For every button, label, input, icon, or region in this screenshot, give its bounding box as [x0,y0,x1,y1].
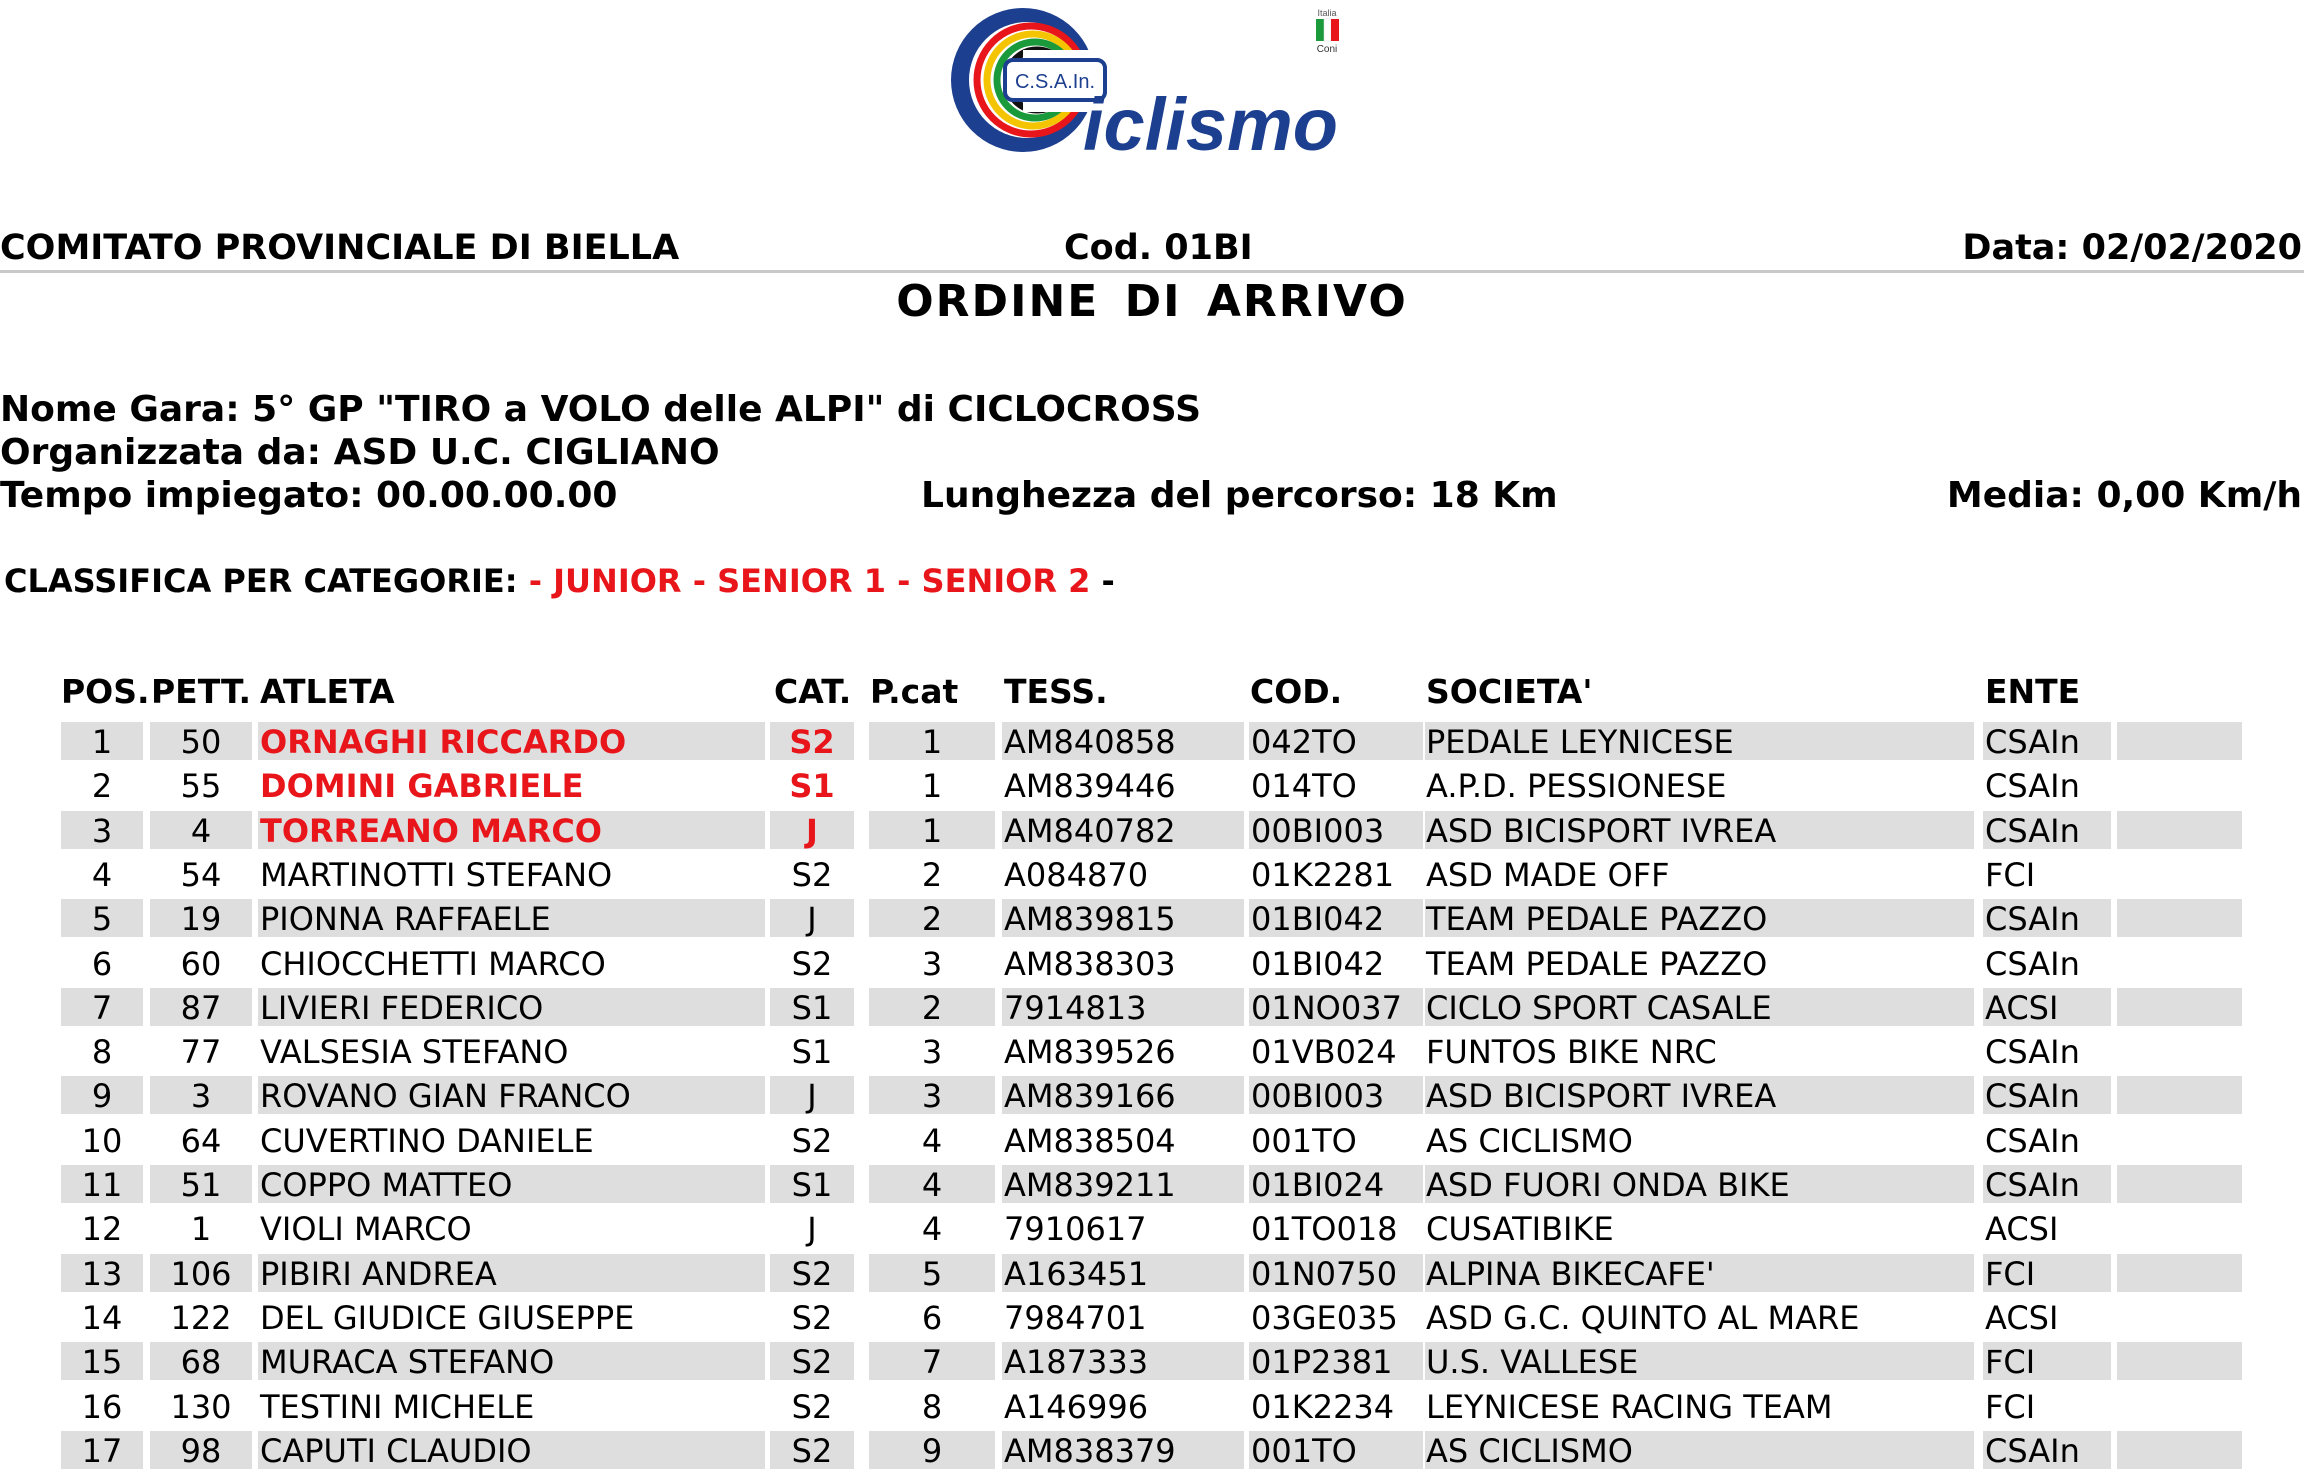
cell-pett: 54 [180,855,222,894]
cell-pcat: 2 [869,899,995,937]
committee-name: COMITATO PROVINCIALE DI BIELLA [0,228,680,268]
cell-pos: 6 [91,944,113,983]
cell-tess: A187333 [1002,1342,1244,1380]
table-row [0,1387,2304,1431]
cell-ente: CSAIn [1985,1033,2080,1072]
cell-ente: FCI [1983,1254,2111,1292]
cell-atleta: CUVERTINO DANIELE [260,1121,594,1160]
cell-ente: CSAIn [1983,811,2111,849]
cell-tess: AM838303 [1004,944,1176,983]
cell-blank [2117,722,2242,760]
cell-blank [2117,988,2242,1026]
cell-cod: 01P2381 [1249,1342,1423,1380]
cell-cod: 01N0750 [1249,1254,1423,1292]
cell-blank [2117,811,2242,849]
cell-pcat: 4 [921,1121,943,1160]
cell-ente: CSAIn [1983,899,2111,937]
cell-pos: 4 [91,855,113,894]
cell-societa: ASD G.C. QUINTO AL MARE [1426,1298,1860,1337]
cell-tess: A084870 [1004,855,1149,894]
cell-ente: FCI [1985,855,2036,894]
cell-pos: 2 [91,767,113,806]
cell-cat: S2 [791,1298,833,1337]
cell-blank [2117,766,2242,804]
cell-atleta: VALSESIA STEFANO [260,1033,569,1072]
cell-cod: 01VB024 [1251,1033,1397,1072]
cell-cat: J [770,899,854,937]
col-header-atleta: ATLETA [260,672,395,711]
col-header-pett: PETT. [151,672,252,711]
cell-cod: 01BI042 [1249,899,1423,937]
cell-cod: 01K2234 [1251,1387,1395,1426]
cell-tess: 7984701 [1004,1298,1147,1337]
logo-wordmark: iclismo [1083,83,1338,158]
cell-societa: AS CICLISMO [1426,1121,1633,1160]
cell-blank [2117,1298,2242,1336]
cell-atleta: VIOLI MARCO [260,1210,472,1249]
cell-tess: A146996 [1004,1387,1149,1426]
cell-atleta: MURACA STEFANO [258,1342,765,1380]
cell-blank [2117,1121,2242,1159]
cell-societa: TEAM PEDALE PAZZO [1425,899,1974,937]
categories-label: CLASSIFICA PER CATEGORIE: [4,562,518,600]
cell-tess: AM838504 [1004,1121,1176,1160]
cell-societa: ASD FUORI ONDA BIKE [1425,1165,1974,1203]
race-name: Nome Gara: 5° GP "TIRO a VOLO delle ALPI" di CICLOCROSS [0,389,1202,430]
cell-blank [2117,1387,2242,1425]
cell-pett: 51 [150,1165,252,1203]
cell-pett: 19 [150,899,252,937]
cell-pett: 106 [150,1254,252,1292]
cell-blank [2117,1032,2242,1070]
cell-atleta: TESTINI MICHELE [260,1387,535,1426]
col-header-societa: SOCIETA' [1426,672,1593,711]
cell-blank [2117,1342,2242,1380]
race-organizer: Organizzata da: ASD U.C. CIGLIANO [0,432,720,473]
cell-societa: ASD MADE OFF [1426,855,1670,894]
col-header-ente: ENTE [1985,672,2081,711]
cell-cod: 00BI003 [1249,1076,1423,1114]
cell-tess: AM839211 [1002,1165,1244,1203]
cell-ente: FCI [1983,1342,2111,1380]
cell-pett: 130 [170,1387,232,1426]
page-title: ORDINE DI ARRIVO [896,276,1408,327]
cell-cat: S2 [791,1121,833,1160]
cell-cod: 01NO037 [1249,988,1423,1026]
cell-pett: 87 [150,988,252,1026]
cell-cat: J [770,1076,854,1114]
cell-societa: U.S. VALLESE [1425,1342,1974,1380]
cell-pett: 122 [170,1298,232,1337]
cell-ente: CSAIn [1985,1121,2080,1160]
cell-tess: A163451 [1002,1254,1244,1292]
logo-coni-text: Coni [1316,44,1338,55]
cell-pett: 68 [150,1342,252,1380]
cell-pcat: 9 [869,1431,995,1469]
table-row [0,899,2304,943]
cell-atleta: ROVANO GIAN FRANCO [258,1076,765,1114]
table-row [0,1254,2304,1298]
cell-cat: S2 [770,1342,854,1380]
table-row [0,1032,2304,1076]
table-row [0,766,2304,810]
cell-societa: ASD BICISPORT IVREA [1425,811,1974,849]
cell-blank [2117,1431,2242,1469]
cell-blank [2117,899,2242,937]
race-time: Tempo impiegato: 00.00.00.00 [0,475,618,516]
cell-pos: 15 [61,1342,143,1380]
cell-societa: A.P.D. PESSIONESE [1426,767,1727,806]
cell-ente: CSAIn [1985,944,2080,983]
cell-cod: 01K2281 [1251,855,1395,894]
col-header-pcat: P.cat [870,672,959,711]
cell-ente: CSAIn [1983,1165,2111,1203]
cell-cod: 01TO018 [1251,1210,1398,1249]
cell-pett: 55 [180,767,222,806]
cell-atleta: MARTINOTTI STEFANO [260,855,613,894]
cell-societa: FUNTOS BIKE NRC [1426,1033,1717,1072]
cell-pcat: 1 [869,722,995,760]
cell-pcat: 1 [921,767,943,806]
cell-tess: AM839446 [1004,767,1176,806]
cell-pos: 3 [61,811,143,849]
cell-cod: 03GE035 [1251,1298,1398,1337]
cell-pcat: 5 [869,1254,995,1292]
cell-cod: 001TO [1251,1121,1357,1160]
cell-pos: 9 [61,1076,143,1114]
cell-tess: AM840782 [1002,811,1244,849]
cell-pett: 98 [150,1431,252,1469]
cell-tess: AM839166 [1002,1076,1244,1114]
cell-societa: CUSATIBIKE [1426,1210,1614,1249]
cell-pcat: 3 [921,1033,943,1072]
cell-cat: J [807,1210,817,1249]
cell-ente: ACSI [1983,988,2111,1026]
cell-cod: 001TO [1249,1431,1423,1469]
cell-ente: ACSI [1985,1298,2059,1337]
cell-atleta: TORREANO MARCO [258,811,765,849]
cell-cat: S2 [770,722,854,760]
cell-societa: AS CICLISMO [1425,1431,1974,1469]
cell-atleta: CAPUTI CLAUDIO [258,1431,765,1469]
cell-tess: AM839526 [1004,1033,1176,1072]
cell-pos: 11 [61,1165,143,1203]
cell-pos: 16 [81,1387,123,1426]
race-average: Media: 0,00 Km/h [1946,475,2302,516]
cell-pos: 8 [91,1033,113,1072]
cell-cod: 00BI003 [1249,811,1423,849]
cell-atleta: LIVIERI FEDERICO [258,988,765,1026]
committee-code: Cod. 01BI [1064,228,1253,268]
cell-societa: TEAM PEDALE PAZZO [1426,944,1768,983]
cell-pos: 14 [81,1298,123,1337]
table-row [0,1431,2304,1475]
cell-pos: 10 [81,1121,123,1160]
cell-cat: S1 [770,1165,854,1203]
cell-ente: ACSI [1985,1210,2059,1249]
cell-cod: 014TO [1251,767,1357,806]
table-row [0,1298,2304,1342]
table-row [0,1076,2304,1120]
cell-cod: 01BI024 [1249,1165,1423,1203]
cell-pos: 1 [61,722,143,760]
cell-tess: AM838379 [1002,1431,1244,1469]
cell-pos: 7 [61,988,143,1026]
cell-pett: 64 [180,1121,222,1160]
cell-cat: S2 [770,1431,854,1469]
cell-pos: 13 [61,1254,143,1292]
cell-pos: 5 [61,899,143,937]
cell-tess: AM840858 [1002,722,1244,760]
cell-societa: PEDALE LEYNICESE [1425,722,1974,760]
table-row [0,1342,2304,1386]
cell-pcat: 3 [869,1076,995,1114]
table-row [0,1121,2304,1165]
cell-pcat: 4 [869,1165,995,1203]
cell-pcat: 2 [869,988,995,1026]
cell-cat: S1 [789,767,835,806]
table-row [0,811,2304,855]
table-row [0,1209,2304,1253]
cell-pcat: 4 [921,1210,943,1249]
cell-tess: 7914813 [1002,988,1244,1026]
table-row [0,722,2304,766]
cell-cat: S2 [770,1254,854,1292]
race-date: Data: 02/02/2020 [1962,228,2302,268]
cell-blank [2117,944,2242,982]
cell-ente: CSAIn [1983,722,2111,760]
col-header-cod: COD. [1250,672,1343,711]
cell-societa: CICLO SPORT CASALE [1425,988,1974,1026]
cell-pcat: 6 [921,1298,943,1337]
cell-atleta: ORNAGHI RICCARDO [258,722,765,760]
cell-blank [2117,1165,2242,1203]
cell-societa: LEYNICESE RACING TEAM [1426,1387,1833,1426]
cell-pett: 3 [150,1076,252,1114]
cell-atleta: DEL GIUDICE GIUSEPPE [260,1298,635,1337]
cell-pcat: 1 [869,811,995,849]
col-header-cat: CAT. [774,672,852,711]
cell-ente: CSAIn [1985,767,2080,806]
table-row [0,988,2304,1032]
cell-atleta: DOMINI GABRIELE [260,767,584,806]
header-divider [0,270,2304,273]
cell-tess: AM839815 [1002,899,1244,937]
cell-cat: J [770,811,854,849]
cell-cat: S2 [791,944,833,983]
cell-pett: 60 [180,944,222,983]
cell-pett: 1 [190,1210,212,1249]
cell-blank [2117,1254,2242,1292]
cell-cat: S2 [791,1387,833,1426]
table-row [0,1165,2304,1209]
cell-cat: S1 [770,988,854,1026]
cell-atleta: PIONNA RAFFAELE [258,899,765,937]
col-header-pos: POS. [61,672,150,711]
categories-list: - JUNIOR - SENIOR 1 - SENIOR 2 [528,562,1091,600]
cell-atleta: COPPO MATTEO [258,1165,765,1203]
col-header-tess: TESS. [1004,672,1108,711]
cell-ente: FCI [1985,1387,2036,1426]
cell-pos: 17 [61,1431,143,1469]
cell-atleta: CHIOCCHETTI MARCO [260,944,606,983]
cell-atleta: PIBIRI ANDREA [258,1254,765,1292]
cell-societa: ALPINA BIKECAFE' [1425,1254,1974,1292]
cell-pos: 12 [81,1210,123,1249]
cell-pett: 50 [150,722,252,760]
cell-cat: S2 [791,855,833,894]
cell-societa: ASD BICISPORT IVREA [1425,1076,1974,1114]
logo-flag-caption: Italia [1317,8,1337,18]
cell-blank [2117,1209,2242,1247]
cell-ente: CSAIn [1983,1431,2111,1469]
categories-trail: - [1101,562,1115,600]
cell-pett: 77 [180,1033,222,1072]
cell-pcat: 7 [869,1342,995,1380]
cell-cat: S1 [791,1033,833,1072]
cell-pcat: 3 [921,944,943,983]
categories-line [4,562,1115,600]
cell-blank [2117,855,2242,893]
race-length: Lunghezza del percorso: 18 Km [921,475,1558,516]
cell-pcat: 2 [921,855,943,894]
table-row [0,855,2304,899]
logo-badge-text: C.S.A.In. [1014,71,1096,93]
table-row [0,944,2304,988]
cell-pcat: 8 [921,1387,943,1426]
cell-pett: 4 [150,811,252,849]
cell-blank [2117,1076,2242,1114]
cell-ente: CSAIn [1983,1076,2111,1114]
csain-ciclismo-logo [935,0,1365,158]
cell-tess: 7910617 [1004,1210,1147,1249]
cell-cod: 042TO [1249,722,1423,760]
cell-cod: 01BI042 [1251,944,1385,983]
